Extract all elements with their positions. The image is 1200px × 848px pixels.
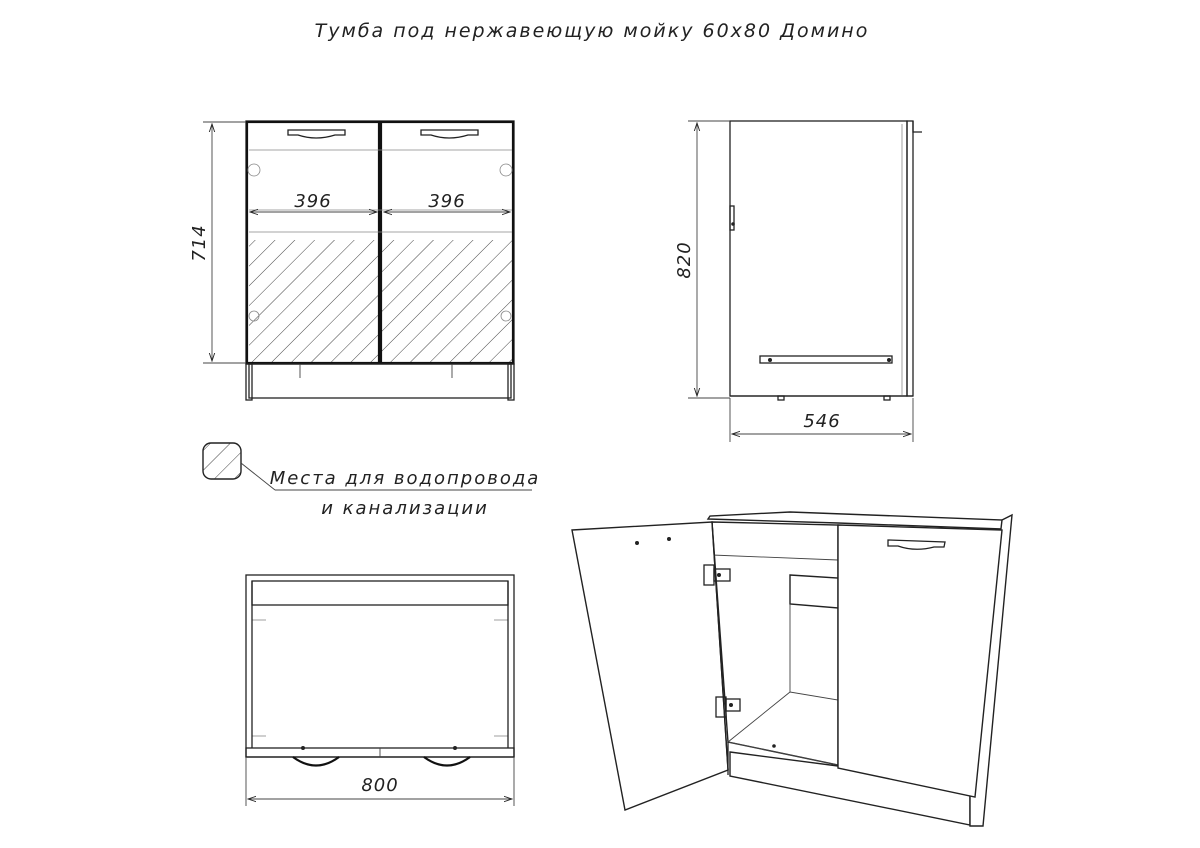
front-view xyxy=(189,121,514,400)
hatch-area-left xyxy=(249,240,379,362)
dim-left-width: 396 xyxy=(294,191,332,212)
legend-line-2: и канализации xyxy=(321,498,489,519)
top-view xyxy=(246,575,514,806)
top-left-handle xyxy=(293,757,339,766)
side-panel xyxy=(730,121,907,396)
iso-right-door xyxy=(838,525,1002,797)
front-left-handle xyxy=(288,130,345,138)
dim-side-depth: 546 xyxy=(803,411,841,432)
dim-top-width: 800 xyxy=(361,775,399,796)
hatch-area-right xyxy=(381,240,512,362)
dim-side-height: 820 xyxy=(674,241,695,279)
side-view xyxy=(674,121,922,442)
front-right-handle xyxy=(421,130,478,138)
front-plinth xyxy=(249,364,511,398)
legend-hatch-swatch xyxy=(203,443,241,479)
legend-line-1: Места для водопровода xyxy=(269,468,541,489)
legend xyxy=(203,443,540,519)
isometric-view xyxy=(572,512,1012,826)
top-right-handle xyxy=(424,757,470,766)
top-outline xyxy=(246,575,514,757)
dim-front-height: 714 xyxy=(189,224,210,262)
dim-right-width: 396 xyxy=(428,191,466,212)
drawing-title: Тумба под нержавеющую мойку 60х80 Домино xyxy=(314,20,870,42)
